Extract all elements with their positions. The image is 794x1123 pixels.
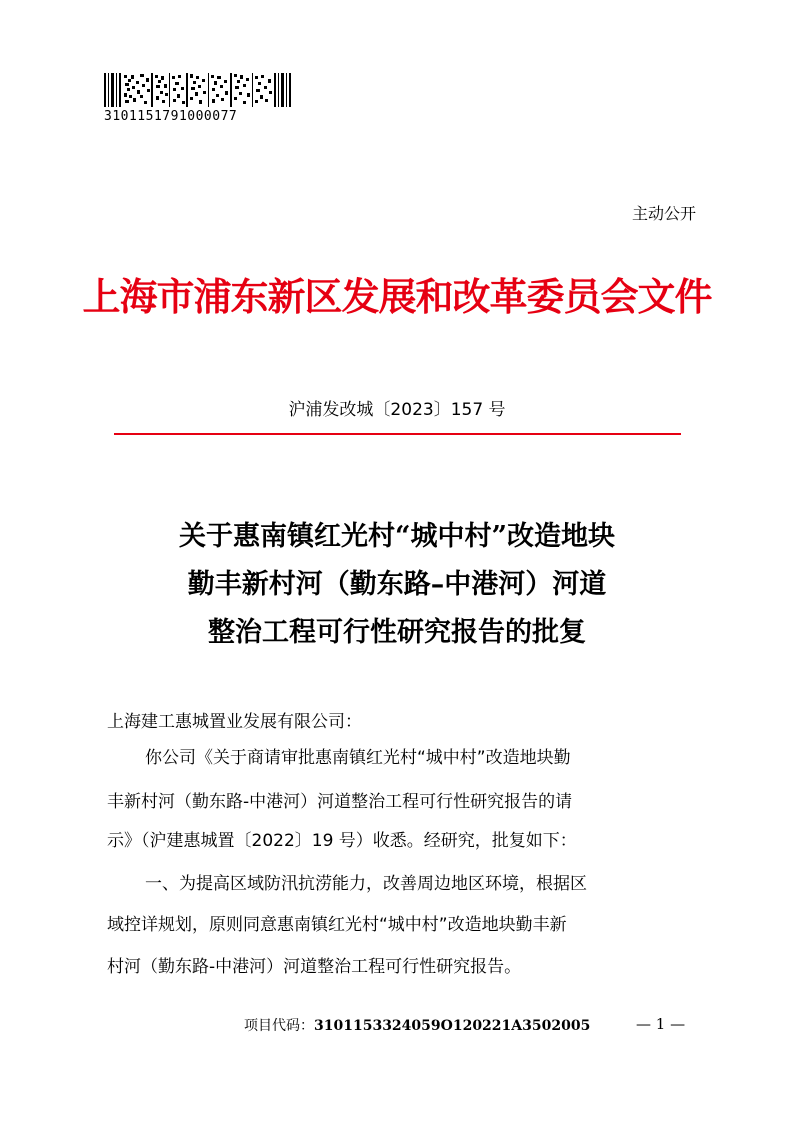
document-serial-number: 3101151791000077 — [104, 109, 238, 124]
project-code-footer — [244, 1015, 590, 1035]
recipient-line: 上海建工惠城置业发展有限公司： — [107, 712, 362, 732]
paragraph-2-line-2: 域控详规划，原则同意惠南镇红光村“城中村”改造地块勤丰新 — [107, 915, 567, 935]
red-separator-line — [114, 433, 681, 435]
document-title-line-3: 整治工程可行性研究报告的批复 — [208, 617, 586, 648]
document-number: 沪浦发改城〔2023〕157 号 — [288, 400, 506, 420]
issuer-red-header: 上海市浦东新区发展和改革委员会文件 — [82, 274, 712, 319]
page-number: — 1 — — [636, 1015, 686, 1033]
paragraph-2-line-1: 一、为提高区域防汛抗涝能力，改善周边地区环境，根据区 — [145, 874, 587, 894]
project-code-value: 3101153324059O120221A3502005 — [314, 1018, 591, 1034]
paragraph-1-line-2: 丰新村河（勤东路-中港河）河道整治工程可行性研究报告的请 — [107, 792, 573, 812]
disclosure-label: 主动公开 — [631, 204, 696, 223]
paragraph-1-line-3: 示》（沪建惠城置〔2022〕19 号）收悉。经研究，批复如下： — [107, 831, 577, 851]
paragraph-2-line-3: 村河（勤东路-中港河）河道整治工程可行性研究报告。 — [107, 957, 522, 977]
paragraph-1-line-1: 你公司《关于商请审批惠南镇红光村“城中村”改造地块勤 — [145, 748, 571, 768]
document-title-line-1: 关于惠南镇红光村“城中村”改造地块 — [178, 521, 616, 552]
project-code-label: 项目代码： — [244, 1018, 314, 1034]
barcode-image — [104, 73, 294, 107]
document-title-line-2: 勤丰新村河（勤东路–中港河）河道 — [187, 569, 607, 600]
